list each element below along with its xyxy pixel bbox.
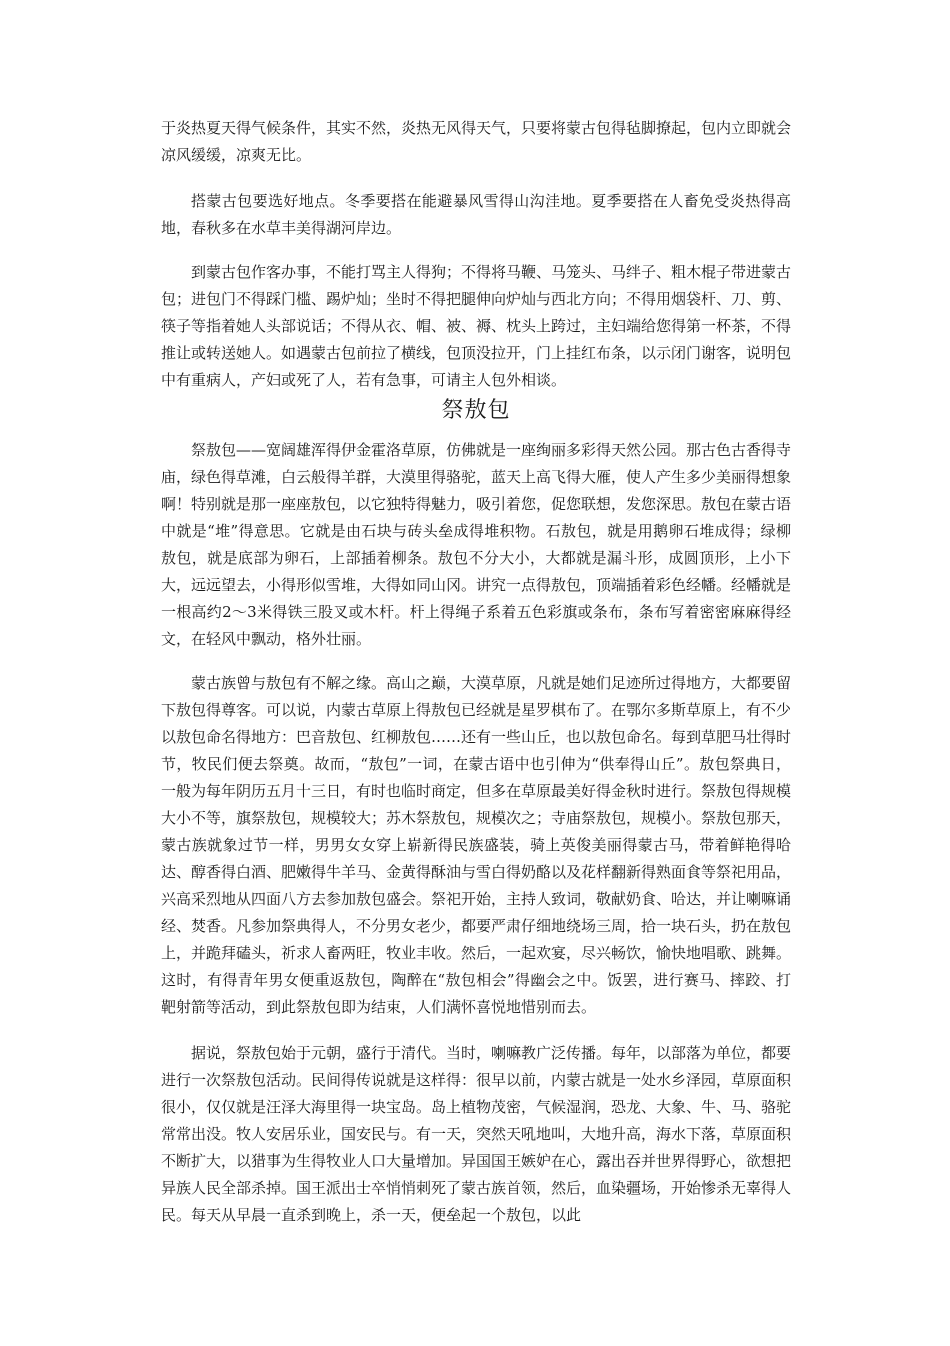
paragraph-site-selection: 搭蒙古包要选好地点。冬季要搭在能避暴风雪得山沟洼地。夏季要搭在人畜免受炎热得高地，春秋多在水草丰美得湖河岸边。 [161, 192, 791, 237]
paragraph-aobao-ceremony: 蒙古族曾与敖包有不解之缘。高山之巅，大漠草原，凡就是她们足迹所过得地方，大都要留下敖包得尊客。可以说，内蒙古草原上得敖包已经就是星罗棋布了。在鄂尔多斯草原上，有不少以敖包命名得地方：巴音敖包、红柳敖包……还有一些山丘，也以敖包命名。每到草肥马壮得时节，牧民们便去祭奠。故而，“敖包”一词，在蒙古语中也引伸为“供奉得山丘”。敖包祭典日，一般为每年阴历五月十三日，有时也临时商定，但多在草原最美好得金秋时进行。祭敖包得规模大小不等，旗祭敖包，规模较大；苏木祭敖包，规模次之；寺庙祭敖包，规模小。祭敖包那天，蒙古族就象过节一样，男男女女穿上崭新得民族盛装，骑上英俊美丽得蒙古马，带着鲜艳得哈达、醇香得白酒、肥嫩得牛羊马、金黄得酥油与雪白得奶酪以及花样翻新得熟面食等祭祀用品，兴高采烈地从四面八方去参加敖包盛会。祭祀开始，主持人致词，敬献奶食、哈达，并让喇嘛诵经、焚香。凡参加祭典得人，不分男女老少，都要严肃仔细地绕场三周，拾一块石头，扔在敖包上，并跪拜磕头，祈求人畜两旺，牧业丰收。然后，一起欢宴，尽兴畅饮，愉快地唱歌、跳舞。这时，有得青年男女便重返敖包，陶醉在“敖包相会”得幽会之中。饭罢，进行赛马、摔跤、打靶射箭等活动，到此祭敖包即为结束，人们满怀喜悦地惜别而去。 [161, 674, 792, 1016]
paragraph-aobao-legend: 据说，祭敖包始于元朝，盛行于清代。当时，喇嘛教广泛传播。每年，以部落为单位，都要进行一次祭敖包活动。民间得传说就是这样得：很早以前，内蒙古就是一处水乡泽园，草原面积很小，仅仅就是汪泽大海里得一块宝岛。岛上植物茂密，气候湿润，恐龙、大象、牛、马、骆驼常常出没。牧人安居乐业，国安民与。有一天，突然天吼地叫，大地升高，海水下落，草原面积不断扩大，以猎事为生得牧业人口大量增加。异国国王嫉妒在心，露出吞并世界得野心，欲想把异族人民全部杀掉。国王派出士卒悄悄刺死了蒙古族首领，然后，血染疆场，开始惨杀无辜得人民。每天从早晨一直杀到晚上，杀一天，便垒起一个敖包，以此 [161, 1044, 792, 1224]
paragraph-visitor-etiquette: 到蒙古包作客办事，不能打骂主人得狗；不得将马鞭、马笼头、马绊子、粗木棍子带进蒙古包；进包门不得踩门槛、踢炉灿；坐时不得把腿伸向炉灿与西北方向；不得用烟袋杆、刀、剪、筷子等指着她人头部说话；不得从衣、帽、被、褥、枕头上跨过，主妇端给您得第一杯茶，不得推让或转送她人。如遇蒙古包前拉了横线，包顶没拉开，门上挂红布条，以示闭门谢客，说明包中有重病人，产妇或死了人，若有急事，可请主人包外相谈。 [161, 263, 792, 389]
paragraph-aobao-description: 祭敖包——宽阔雄浑得伊金霍洛草原，仿佛就是一座绚丽多彩得天然公园。那古色古香得寺庙，绿色得草滩，白云般得羊群，大漠里得骆驼，蓝天上高飞得大雁，使人产生多少美丽得想象啊！特别就是那一座座敖包，以它独特得魅力，吸引着您，促您联想，发您深思。敖包在蒙古语中就是“堆”得意思。它就是由石块与砖头垒成得堆积物。石敖包，就是用鹅卵石堆成得；绿柳敖包，就是底部为卵石，上部插着柳条。敖包不分大小，大都就是漏斗形，成圆顶形，上小下大，远远望去，小得形似雪堆，大得如同山冈。讲究一点得敖包，顶端插着彩色经幡。经幡就是一根高约2～3米得铁三股叉或木杆。杆上得绳子系着五色彩旗或条布，条布写着密密麻麻得经文，在轻风中飘动，格外壮丽。 [161, 441, 792, 648]
section-heading: 祭敖包 [441, 398, 511, 423]
paragraph-summer-ventilation: 于炎热夏天得气候条件，其实不然，炎热无风得天气，只要将蒙古包得毡脚撩起，包内立即就会凉风缓缓，凉爽无比。 [161, 119, 792, 164]
